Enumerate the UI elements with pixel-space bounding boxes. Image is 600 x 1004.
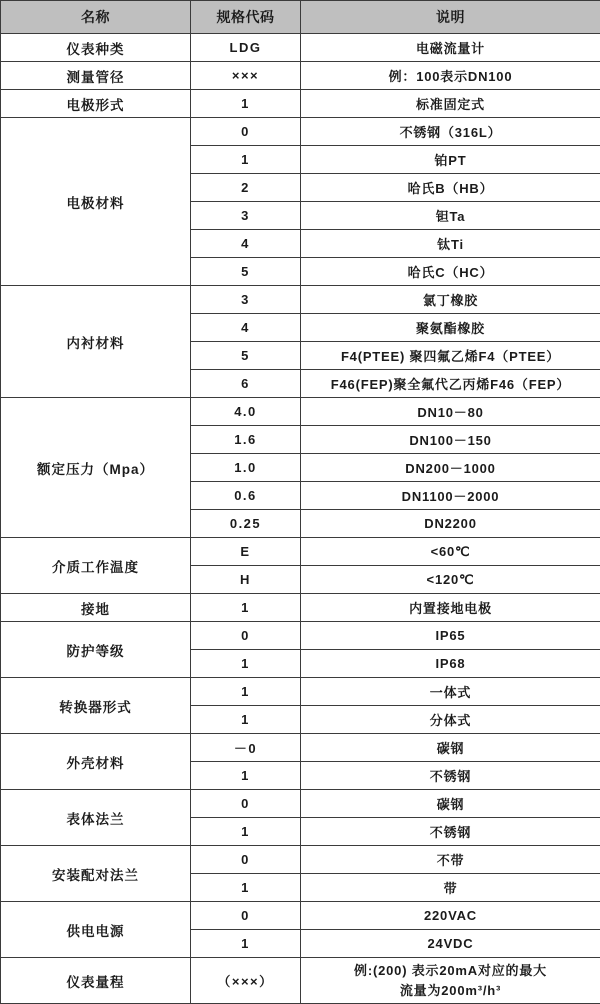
row-code: 1 [191, 930, 301, 958]
row-name: 内衬材料 [1, 286, 191, 398]
table-row [1, 594, 600, 622]
row-name: 额定压力（Mpa） [1, 398, 191, 538]
row-code: 2 [191, 174, 301, 202]
table-row [1, 846, 600, 874]
row-name: 外壳材料 [1, 734, 191, 790]
row-code: 4.0 [191, 398, 301, 426]
row-description: IP68 [301, 650, 600, 678]
row-code: 1.6 [191, 426, 301, 454]
row-code: 6 [191, 370, 301, 398]
row-code: 1 [191, 874, 301, 902]
table-row [1, 678, 600, 706]
row-description: 例：100表示DN100 [301, 62, 600, 90]
row-description: 不锈钢 [301, 818, 600, 846]
row-description: 碳钢 [301, 790, 600, 818]
row-code: 0 [191, 902, 301, 930]
row-description: 24VDC [301, 930, 600, 958]
row-name: 仪表量程 [1, 958, 191, 1004]
row-description: <60℃ [301, 538, 600, 566]
table-row [1, 398, 600, 426]
row-name: 电极形式 [1, 90, 191, 118]
row-description: DN2200 [301, 510, 600, 538]
row-description: DN10－80 [301, 398, 600, 426]
row-name: 转换器形式 [1, 678, 191, 734]
row-description: IP65 [301, 622, 600, 650]
row-code: 0.6 [191, 482, 301, 510]
row-code: 1 [191, 818, 301, 846]
table-row [1, 90, 600, 118]
table-row [1, 286, 600, 314]
header-name: 名称 [1, 1, 191, 34]
row-name: 安装配对法兰 [1, 846, 191, 902]
row-description: 哈氏B（HB） [301, 174, 600, 202]
table-row [1, 34, 600, 62]
row-code: 0 [191, 790, 301, 818]
row-code: 1 [191, 678, 301, 706]
row-description: 电磁流量计 [301, 34, 600, 62]
row-code: LDG [191, 34, 301, 62]
row-name: 接地 [1, 594, 191, 622]
row-description: DN200－1000 [301, 454, 600, 482]
row-description: 碳钢 [301, 734, 600, 762]
row-code: 1 [191, 650, 301, 678]
row-name: 仪表种类 [1, 34, 191, 62]
row-description: <120℃ [301, 566, 600, 594]
table-row [1, 790, 600, 818]
row-code: 0 [191, 622, 301, 650]
row-name: 供电电源 [1, 902, 191, 958]
header-row [1, 1, 600, 34]
row-description: F4(PTEE) 聚四氟乙烯F4（PTEE） [301, 342, 600, 370]
table-row [1, 62, 600, 90]
row-code: 3 [191, 286, 301, 314]
row-code: 3 [191, 202, 301, 230]
row-description: DN1100－2000 [301, 482, 600, 510]
row-name: 介质工作温度 [1, 538, 191, 594]
row-code: 4 [191, 314, 301, 342]
row-code: 1 [191, 90, 301, 118]
row-code: 1 [191, 146, 301, 174]
row-description: 一体式 [301, 678, 600, 706]
row-description: 不带 [301, 846, 600, 874]
row-code: 0.25 [191, 510, 301, 538]
table-header [1, 1, 600, 34]
row-code: 0 [191, 118, 301, 146]
row-description: 钛Ti [301, 230, 600, 258]
row-code: 0 [191, 846, 301, 874]
row-description: 铂PT [301, 146, 600, 174]
row-description: 钽Ta [301, 202, 600, 230]
row-description: F46(FEP)聚全氟代乙丙烯F46（FEP） [301, 370, 600, 398]
row-description: 例:(200) 表示20mA对应的最大 流量为200m³/h³ [301, 958, 600, 1004]
row-code: （×××） [191, 958, 301, 1004]
row-code: 4 [191, 230, 301, 258]
table-row [1, 902, 600, 930]
row-description: 不锈钢（316L） [301, 118, 600, 146]
row-description: 氯丁橡胶 [301, 286, 600, 314]
row-code: E [191, 538, 301, 566]
header-code: 规格代码 [191, 1, 301, 34]
row-name: 表体法兰 [1, 790, 191, 846]
row-name: 防护等级 [1, 622, 191, 678]
table-row [1, 958, 600, 1004]
row-description: 220VAC [301, 902, 600, 930]
row-code: －0 [191, 734, 301, 762]
table-row [1, 538, 600, 566]
row-code: 1 [191, 762, 301, 790]
row-code: H [191, 566, 301, 594]
row-code: ××× [191, 62, 301, 90]
row-description: 分体式 [301, 706, 600, 734]
header-desc: 说明 [301, 1, 600, 34]
row-description: 聚氨酯橡胶 [301, 314, 600, 342]
row-code: 5 [191, 258, 301, 286]
table-row [1, 622, 600, 650]
row-description: 标准固定式 [301, 90, 600, 118]
row-description: 不锈钢 [301, 762, 600, 790]
table-body [1, 34, 600, 1004]
table-row [1, 118, 600, 146]
row-code: 1.0 [191, 454, 301, 482]
row-name: 测量管径 [1, 62, 191, 90]
row-description: 带 [301, 874, 600, 902]
row-code: 5 [191, 342, 301, 370]
table-row [1, 734, 600, 762]
row-description: 内置接地电极 [301, 594, 600, 622]
row-description: DN100－150 [301, 426, 600, 454]
row-code: 1 [191, 594, 301, 622]
row-description: 哈氏C（HC） [301, 258, 600, 286]
row-code: 1 [191, 706, 301, 734]
row-name: 电极材料 [1, 118, 191, 286]
